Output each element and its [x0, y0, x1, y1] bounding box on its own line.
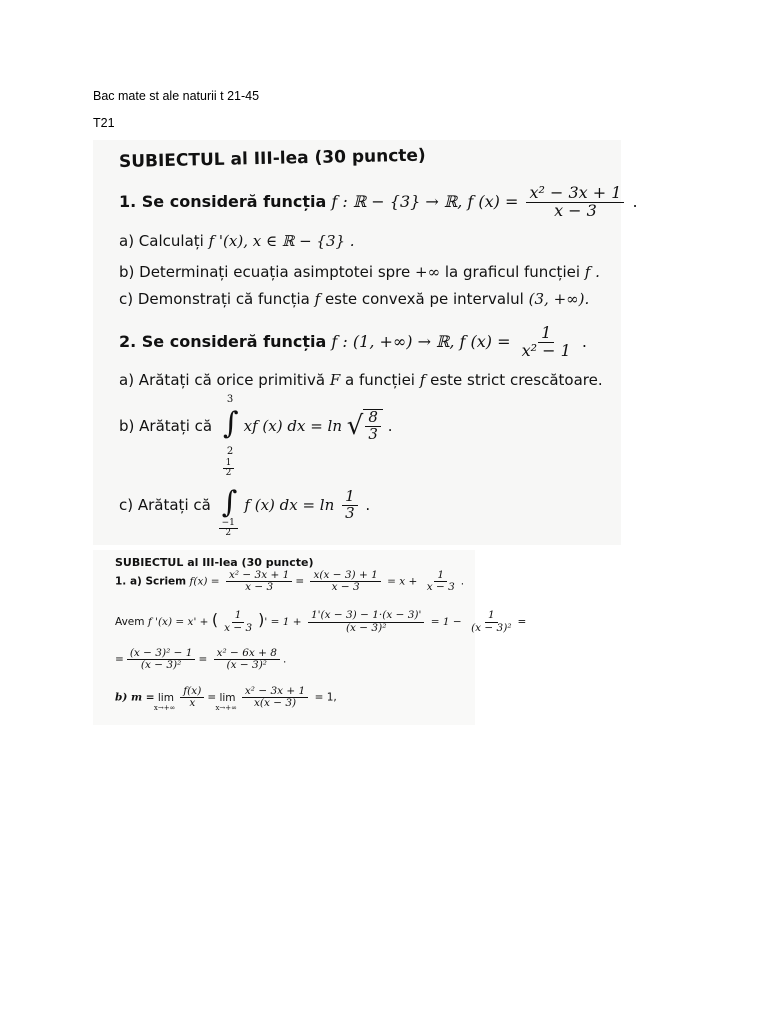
- problem-2a: [119, 371, 603, 389]
- solution-avem-label: Avem: [115, 616, 145, 628]
- problem-2b-label: b) Arătați că: [119, 417, 213, 435]
- problem-2a-f: f: [419, 371, 426, 389]
- problem-1a: [119, 232, 355, 250]
- problem-1-denominator: x − 3: [554, 200, 597, 220]
- problem-2b-integrand: xf (x) dx = ln: [243, 417, 342, 435]
- problem-2c-integrand: f (x) dx = ln: [244, 496, 335, 514]
- problem-2c-label: c) Arătați că: [119, 496, 211, 514]
- problem-2-denominator: x² − 1: [521, 340, 571, 360]
- problem-2-fraction: [519, 325, 574, 360]
- solution-scan: [93, 550, 527, 725]
- problem-2a-text2: a funcției: [345, 371, 415, 389]
- problem-1a-label: a) Calculați: [119, 232, 204, 250]
- integral-upper-limit: 3: [226, 394, 234, 405]
- integral-sign: ∫ 3 2: [222, 394, 239, 457]
- problem-2b: b) Arătați că ∫ 3 2 xf (x) dx = ln √ $\frac{8}{3}$ .: [119, 394, 393, 457]
- problem-2b-sqrt: √ $\frac{8}{3}$: [347, 409, 383, 443]
- problem-2a-text: a) Arătați că orice primitivă: [119, 371, 326, 389]
- problem-1-fraction: [526, 185, 624, 220]
- problem-scan: [93, 140, 638, 545]
- problem-2-statement: 2. Se consideră funcția f : (1, +∞) → ℝ, f (x) = $\frac{1}{\text{x² − 1}}$ .: [119, 323, 588, 360]
- problem-2-intro: 2. Se consideră funcția: [119, 331, 327, 351]
- solution-header: SUBIECTUL al III-lea (30 puncte): [115, 556, 314, 569]
- document-label: T21: [93, 116, 115, 130]
- problem-2a-F: F: [329, 371, 341, 389]
- problem-1a-math: f '(x), x ∈ ℝ − {3} .: [208, 232, 355, 250]
- problem-1b: [119, 263, 600, 281]
- problem-2-domain: f : (1, +∞) → ℝ, f (x) =: [331, 331, 511, 351]
- solution-1b-line: b) m = lim x→+∞ $\frac{f(x)}{x}$ = lim x→+∞ $\frac{\text{x² − 3x + 1}}{x(x - 3)}$ = 1,: [115, 685, 337, 712]
- problem-header: SUBIECTUL al III-lea (30 puncte): [118, 145, 426, 172]
- solution-simplified-line: = $\frac{\text{(x − 3)² − 1}}{\text{(x − 3)²}}$ = $\frac{\text{x² − 6x + 8}}{\text{(x − 3)²}}$ .: [115, 647, 287, 672]
- problem-2c-fraction: $\frac{1}{3}$: [342, 489, 358, 522]
- problem-1b-text2: la graficul funcției: [444, 263, 581, 281]
- problem-1-intro: 1. Se consideră funcția: [119, 191, 327, 211]
- solution-1a-label: 1. a) Scriem: [115, 575, 187, 588]
- problem-1c-f: f: [314, 290, 321, 308]
- integral-lower-limit: 2: [226, 446, 234, 457]
- integral-sign-2: ∫ $\frac{1}{2}$ $\frac{-1}{2}$: [222, 465, 240, 545]
- problem-1-domain: f : ℝ − {3} → ℝ, f (x) =: [331, 191, 519, 211]
- problem-2-numerator: 1: [538, 325, 554, 343]
- solution-derivative-line: Avem f '(x) = x' + ( $\frac{1}{x - 3}$ )' = 1 + $\frac{1'(x - 3) - 1\cdot(x - 3)'}{\text{(x − 3)²}}$ = 1 − $\frac{1}{\text{(x − 3)²}}$ =: [115, 609, 527, 634]
- solution-1a-f: f(x) =: [189, 575, 220, 588]
- problem-2c: c) Arătați că ∫ $\frac{1}{2}$ $\frac{-1}{2}$ f (x) dx = ln $\frac{1}{3}$ .: [119, 465, 370, 545]
- solution-1a-line: 1. a) Scriem f(x) = $\frac{\text{x² − 3x + 1}}{x - 3}$ = $\frac{x(x - 3) + 1}{x - 3}$ = x + $\frac{1}{x - 3}$ .: [115, 569, 465, 594]
- sqrt-numerator: 8: [365, 410, 381, 427]
- problem-2a-text3: este strict crescătoare.: [430, 371, 603, 389]
- problem-1-numerator: x² − 3x + 1: [526, 185, 624, 203]
- problem-1c-text2: este convexă pe intervalul: [324, 290, 524, 308]
- document-title: Bac mate st ale naturii t 21-45: [93, 89, 260, 103]
- integral-upper-limit-2: $\frac{1}{2}$: [223, 459, 235, 479]
- problem-1c: [119, 290, 589, 308]
- problem-1b-infinity: +∞: [415, 263, 441, 281]
- sqrt-denominator: 3: [368, 425, 378, 443]
- problem-1b-text: b) Determinați ecuația asimptotei spre: [119, 263, 411, 281]
- problem-1b-f: f .: [584, 263, 600, 281]
- problem-1c-interval: (3, +∞).: [528, 290, 590, 308]
- problem-1-statement: 1. Se consideră funcția f : ℝ − {3} → ℝ, f (x) = $\frac{\text{x² − 3x + 1}}{x - 3}$ .: [119, 183, 638, 220]
- problem-1c-text: c) Demonstrați că funcția: [119, 290, 310, 308]
- integral-lower-limit-2: $\frac{-1}{2}$: [219, 519, 238, 539]
- solution-1b-label: b) m =: [115, 691, 155, 704]
